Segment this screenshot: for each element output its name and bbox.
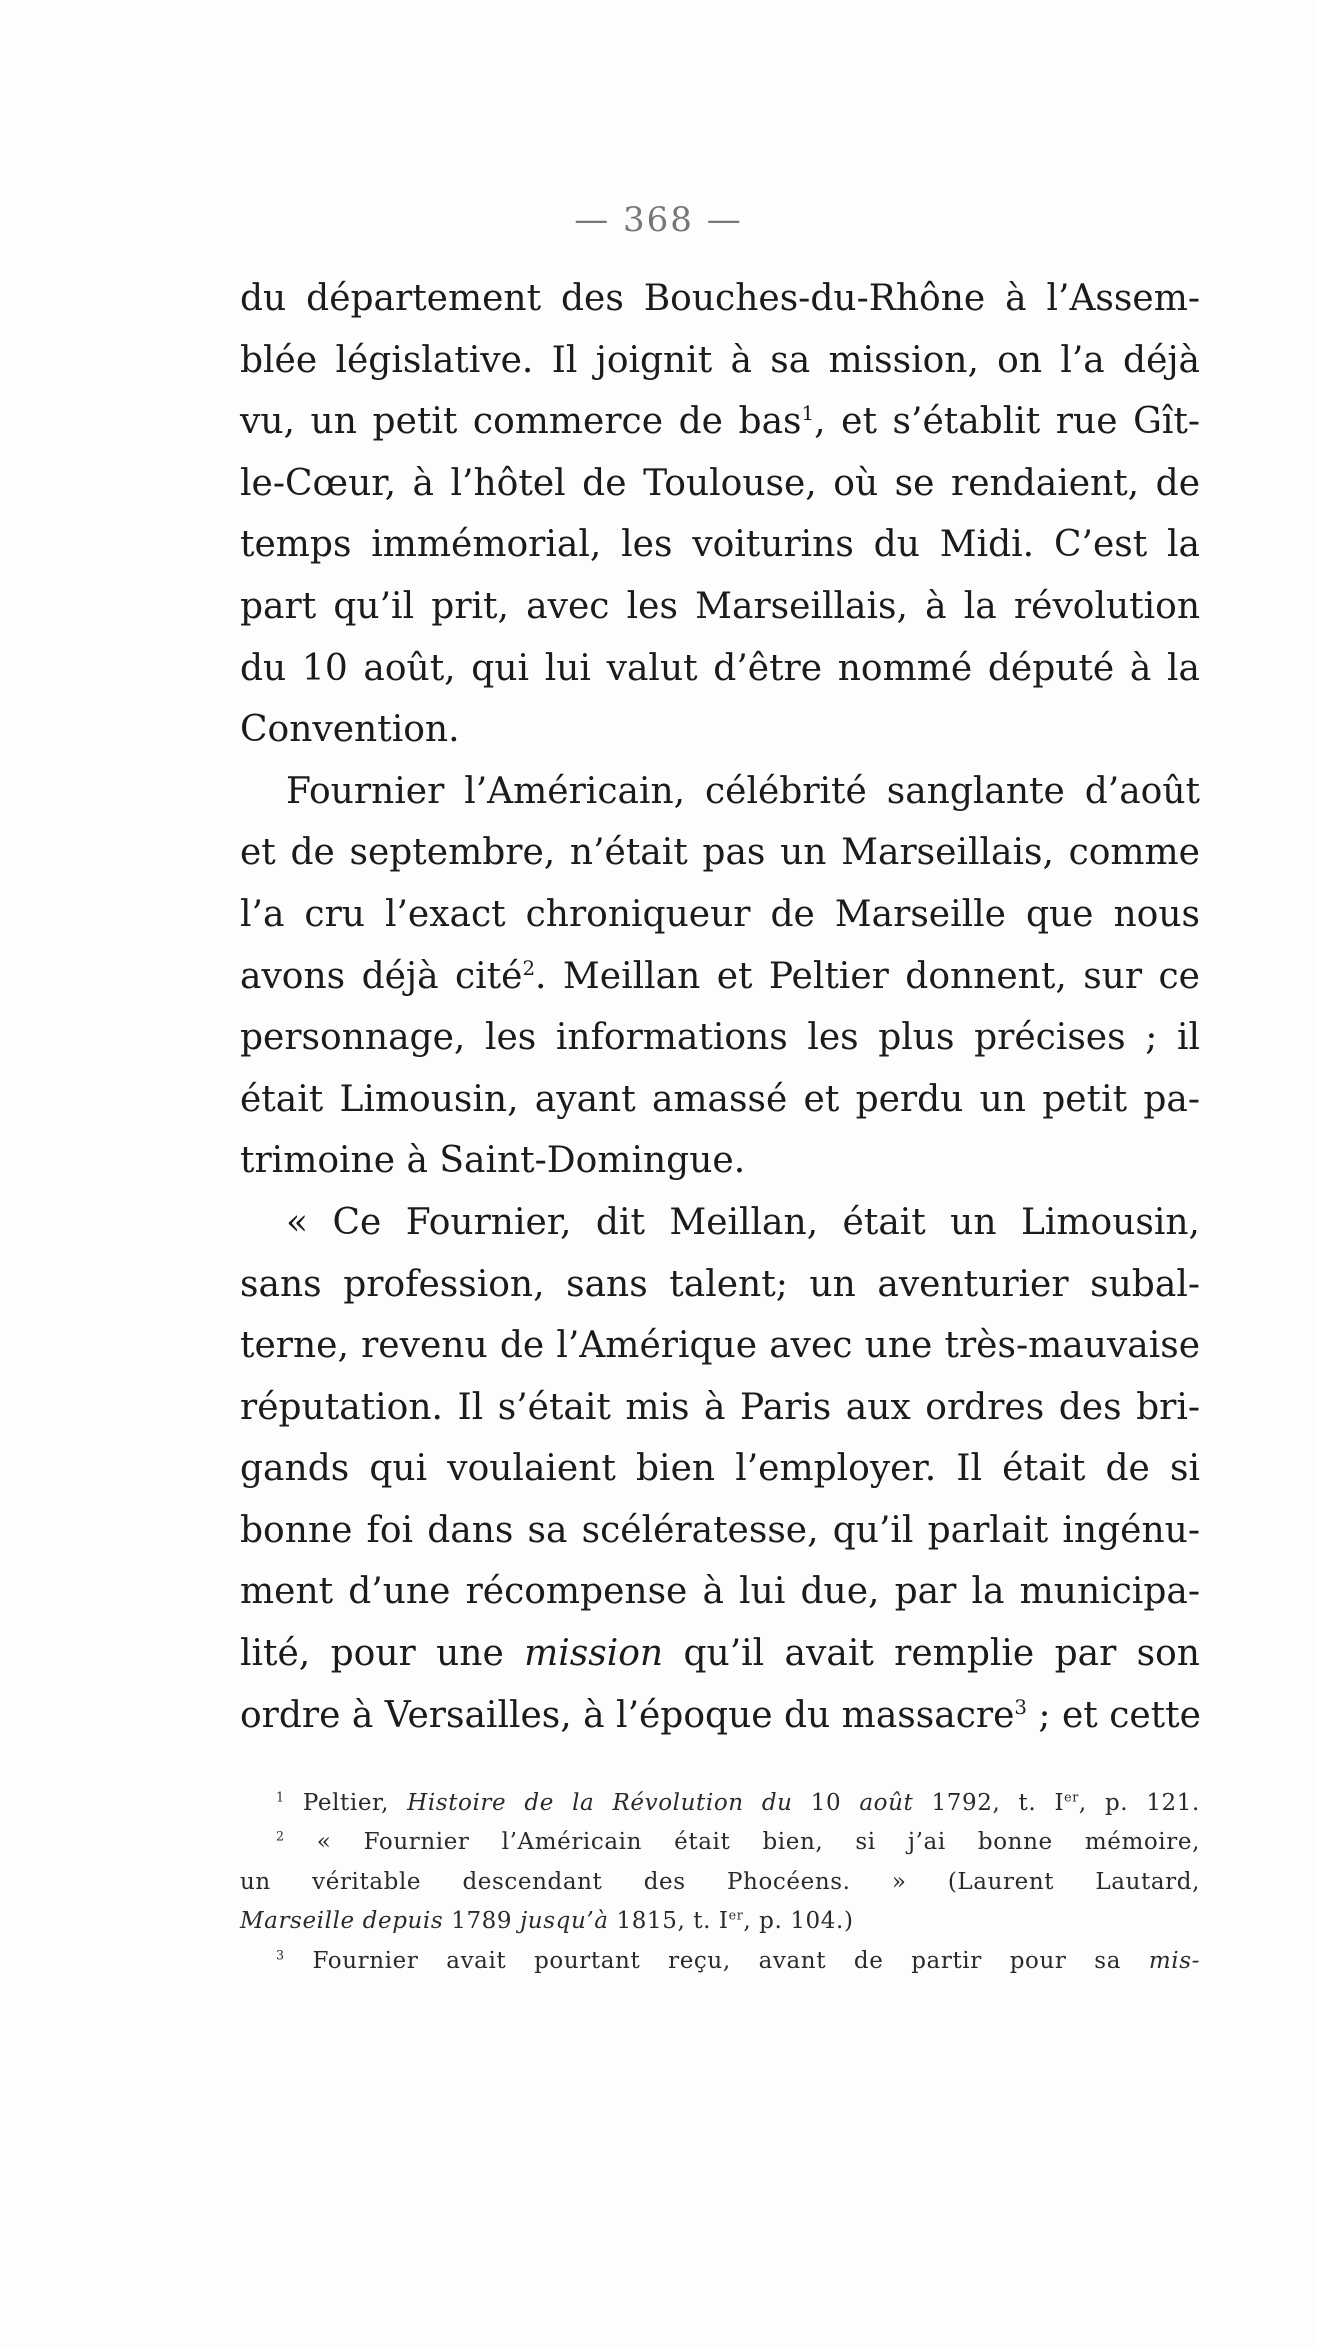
text-line: ment d’une récompense à lui due, par la municipa-	[240, 1571, 1200, 1613]
footnote-ref: 3	[1014, 1695, 1027, 1719]
footnotes	[240, 1784, 1200, 1981]
text-line: le-Cœur, à l’hôtel de Toulouse, où se rendaient, de	[240, 462, 1200, 504]
italic-word: mission	[524, 1633, 664, 1675]
page-number: — 368 —	[574, 200, 743, 240]
text-line: avons déjà cité$^2$. Meillan et Peltier donnent, sur ce	[240, 955, 1200, 997]
text-line: et de septembre, n’était pas un Marseillais, comme	[240, 832, 1200, 874]
text-line: du département des Bouches-du-Rhône à l’Assem-	[240, 278, 1200, 319]
footnote-marker: 1	[276, 1789, 285, 1805]
text-line: Convention.	[240, 709, 460, 751]
footnote-marker: 3	[276, 1946, 285, 1962]
text-line: lité, pour une mission qu’il avait remplie par son	[240, 1633, 1200, 1675]
text-line: terne, revenu de l’Amérique avec une très-mauvaise	[240, 1325, 1200, 1367]
text-line: l’a cru l’exact chroniqueur de Marseille que nous	[240, 893, 1200, 935]
text-line: « Ce Fournier, dit Meillan, était un Limousin,	[286, 1201, 1200, 1243]
text-line: vu, un petit commerce de bas$^1$, et s’établit rue Gît-	[240, 401, 1201, 443]
text-line: ordre à Versailles, à l’époque du massacre$^3$ ; et cette	[240, 1694, 1201, 1736]
footnote-marker: 2	[276, 1828, 285, 1844]
text-line: temps immémorial, les voiturins du Midi. C’est la	[240, 524, 1200, 566]
body-text	[240, 268, 1200, 1746]
footnote-ref: 1	[801, 402, 815, 426]
text-line: était Limousin, ayant amassé et perdu un petit pa-	[240, 1078, 1200, 1120]
footnote-line: $^1$ Peltier, Histoire de la Révolution du 10 août 1792, t. Ier, p. 121.	[276, 1789, 1200, 1816]
text-line: trimoine à Saint-Domingue.	[240, 1140, 746, 1182]
text-line: bonne foi dans sa scélératesse, qu’il parlait ingénu-	[240, 1509, 1200, 1551]
text-line: personnage, les informations les plus précises ; il	[240, 1017, 1200, 1059]
text-line: Fournier l’Américain, célébrité sanglante d’août	[286, 770, 1200, 812]
text-line: blée législative. Il joignit à sa mission, on l’a déjà	[240, 339, 1200, 381]
footnote-line: un véritable descendant des Phocéens. » (Laurent Lautard,	[240, 1868, 1200, 1895]
text-line: part qu’il prit, avec les Marseillais, à la révolution	[240, 585, 1200, 627]
text-line: du 10 août, qui lui valut d’être nommé député à la	[240, 647, 1200, 689]
text-line: réputation. Il s’était mis à Paris aux ordres des bri-	[240, 1386, 1200, 1428]
text-line: sans profession, sans talent; un aventurier subal-	[240, 1263, 1200, 1305]
footnote-line: Marseille depuis 1789 jusqu’à 1815, t. Ier, p. 104.)	[240, 1907, 854, 1935]
footnote-line: $^3$ Fournier avait pourtant reçu, avant de partir pour sa mis-	[276, 1946, 1200, 1974]
text-line: gands qui voulaient bien l’employer. Il était de si	[240, 1448, 1200, 1490]
footnote-ref: 2	[522, 956, 536, 980]
footnote-line: $^2$ « Fournier l’Américain était bien, si j’ai bonne mémoire,	[276, 1828, 1200, 1856]
